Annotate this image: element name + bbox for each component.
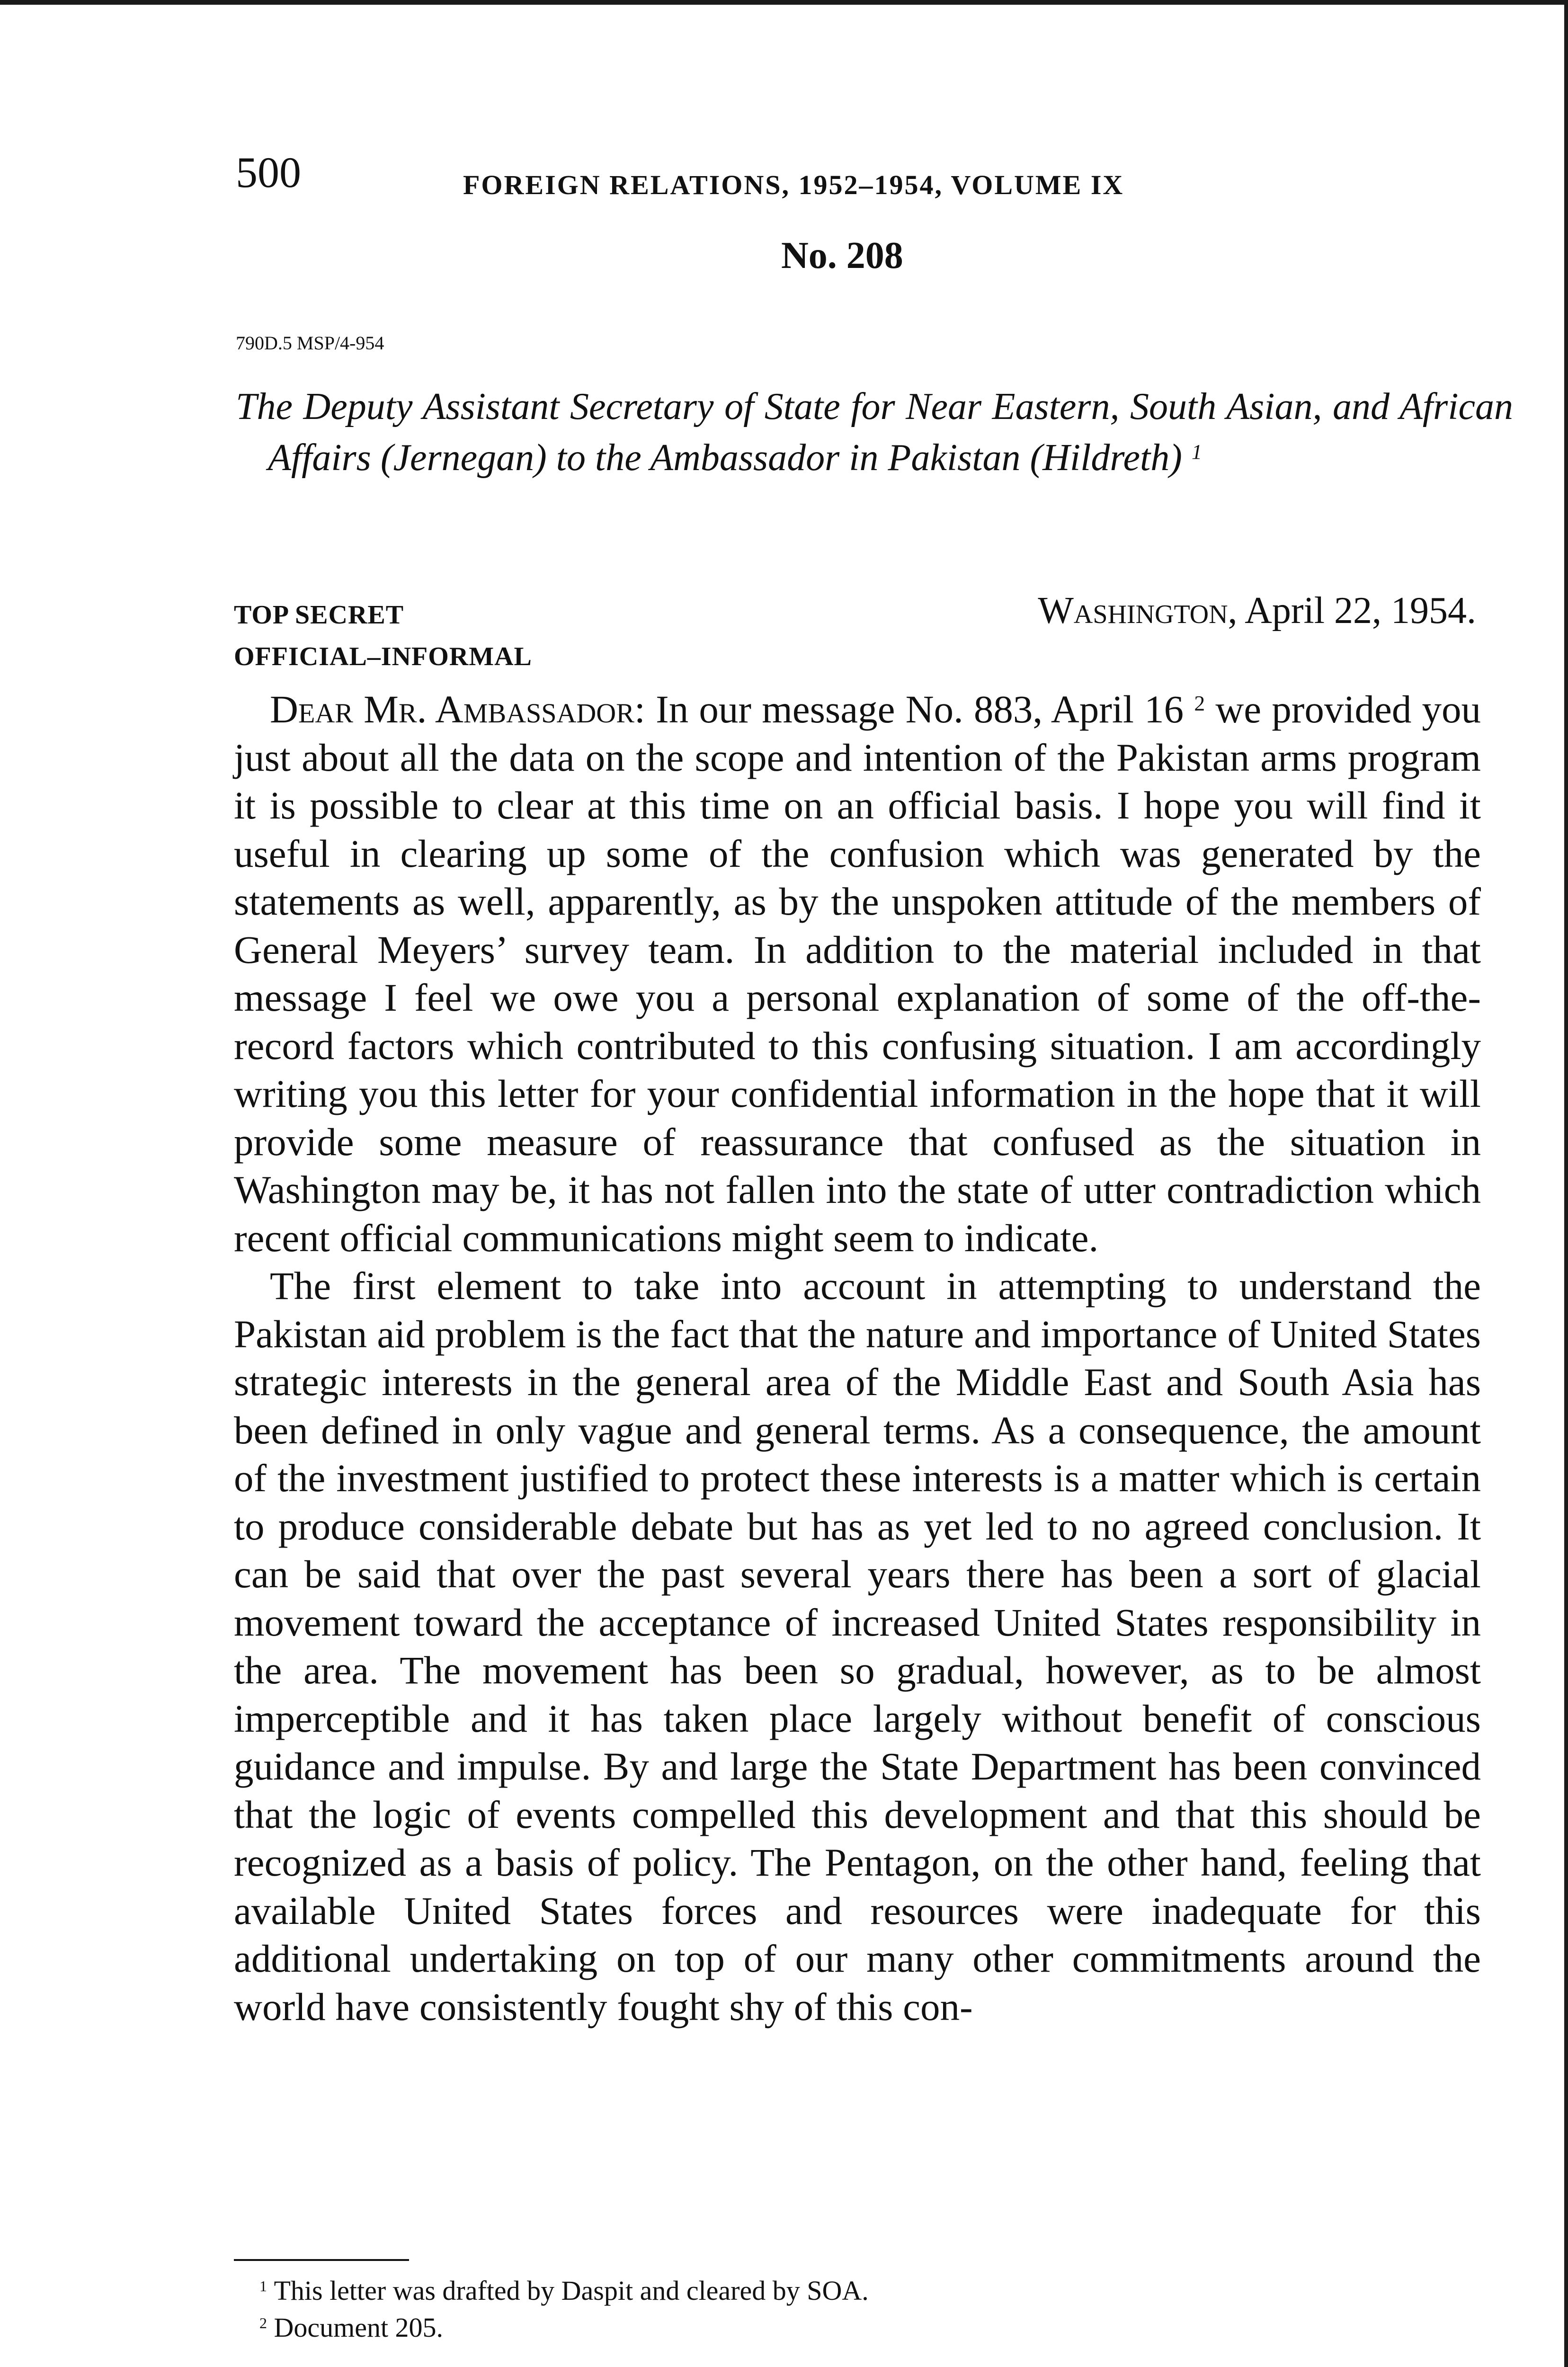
document-title [236, 381, 1513, 483]
classification-block [234, 594, 532, 677]
salutation: Dear Mr. Ambassador: [270, 687, 645, 731]
running-title: FOREIGN RELATIONS, 1952–1954, VOLUME IX [463, 169, 1124, 200]
footnote-2 [259, 2309, 869, 2346]
footnote-2-marker: 2 [259, 2315, 267, 2332]
footnote-1-text: This letter was drafted by Daspit and cleared by SOA. [274, 2275, 869, 2306]
classification-level: TOP SECRET [234, 600, 404, 630]
classification-handling: OFFICIAL–INFORMAL [234, 642, 532, 671]
dateline-place: Washington, [1038, 590, 1238, 632]
footnote-marker-1: 1 [1191, 440, 1202, 463]
footnote-1 [259, 2272, 869, 2309]
paragraph-2: The first element to take into account in attempting to understand the Pakistan aid problem is the fact that the nature and importance of United States strategic interests in the general area of the Middle East and South Asia has been defined in only vague and general terms. As a consequence, the amount of the investment justified to protect these interests is a matter which is certain to produce considerable debate but has as yet led to no agreed conclusion. It can be said that over the past several years there has been a sort of glacial movement toward the acceptance of increased United States responsibility in the area. The movement has been so gradual, however, as to be almost imperceptible and it has taken place largely without benefit of conscious guidance and impulse. By and large the State Department has been convinced that the logic of events compelled this development and that this should be recognized as a basis of policy. The Pentagon, on the other hand, feeling that available United States forces and resources were inadequate for this additional undertaking on top of our many other commitments around the world have consistently fought shy of this con- [234, 1264, 1481, 2029]
letter-body [234, 685, 1481, 2031]
footnote-2-text: Document 205. [274, 2312, 444, 2343]
footnote-1-marker: 1 [259, 2278, 267, 2295]
dateline-date: April 22, 1954. [1245, 590, 1476, 632]
page-number: 500 [236, 148, 301, 196]
paragraph-1 [234, 685, 1481, 1262]
dateline [1038, 587, 1476, 634]
footnotes [259, 2272, 869, 2346]
footnote-marker-2: 2 [1194, 691, 1205, 715]
paragraph-1-text-a: In our message No. 883, April 16 [656, 687, 1184, 731]
footnote-divider [234, 2259, 409, 2261]
paragraph-1-text-b: we provided you just about all the data on the scope and intention of the Pakistan arms program it is possible to clear at this time on an official basis. I hope you will find it useful in clearing up some of the confusion which was generated by the statements as well, apparently, as by the unspoken attitude of the members of General Meyers’ survey team. In addition to the material included in that message I feel we owe you a personal explanation of some of the off-the-record factors which contributed to this confusing situation. I am accordingly writing you this letter for your confidential information in the hope that it will provide some measure of reassurance that confused as the situation in Washington may be, it has not fallen into the state of utter contradiction which recent official communications might seem to indicate. [234, 687, 1481, 1260]
document-title-text: The Deputy Assistant Secretary of State for Near Eastern, South Asian, and African Affairs (Jernegan) to the Ambassador in Pakistan (Hildreth) [236, 386, 1513, 479]
file-reference: 790D.5 MSP/4-954 [236, 332, 384, 354]
document-number: No. 208 [781, 235, 903, 276]
